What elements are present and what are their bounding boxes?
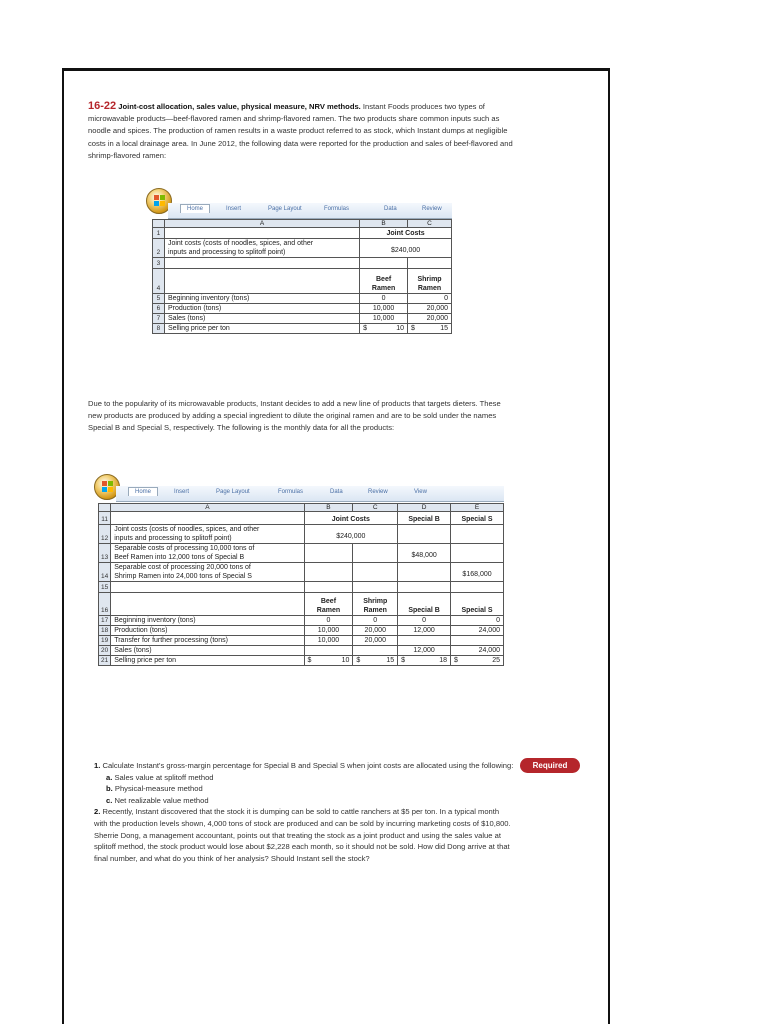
table-row	[99, 656, 504, 666]
cell[interactable]	[353, 593, 398, 616]
table-row	[99, 582, 504, 593]
cell[interactable]	[360, 324, 408, 334]
table-row	[99, 616, 504, 626]
row-number: 17	[99, 616, 111, 626]
col-header-b[interactable]: B	[360, 220, 408, 228]
cell[interactable]	[398, 636, 451, 646]
column-header-row	[99, 504, 504, 512]
col-header-c[interactable]: C	[408, 220, 452, 228]
cell[interactable]	[398, 656, 451, 666]
cell[interactable]: Special B	[398, 593, 451, 616]
question-1a	[94, 772, 514, 784]
row-number: 16	[99, 593, 111, 616]
cell[interactable]	[111, 582, 304, 593]
col-header-e[interactable]: E	[451, 504, 504, 512]
ribbon-2	[116, 486, 504, 502]
cell-value: 25	[492, 657, 500, 664]
table-row	[99, 626, 504, 636]
cell[interactable]: 20,000	[353, 626, 398, 636]
cell[interactable]: Beginning inventory (tons)	[111, 616, 304, 626]
cell-joint-costs-header[interactable]: Joint Costs	[360, 228, 452, 239]
cell[interactable]	[304, 563, 353, 582]
cell[interactable]: 0	[408, 294, 452, 304]
cell-text: Ramen	[371, 285, 396, 292]
question-1b	[94, 783, 514, 795]
cell[interactable]	[111, 563, 304, 582]
problem-intro	[88, 100, 514, 162]
row-number: 13	[99, 544, 111, 563]
cell[interactable]: 0	[398, 616, 451, 626]
cell[interactable]: 10,000	[360, 314, 408, 324]
cell[interactable]: $240,000	[360, 239, 452, 258]
cell-text: inputs and processing to splitoff point)	[167, 249, 286, 256]
row-number: 5	[153, 294, 165, 304]
row-number: 7	[153, 314, 165, 324]
cell[interactable]: $240,000	[304, 525, 398, 544]
spreadsheet-2	[98, 503, 504, 666]
cell[interactable]: Transfer for further processing (tons)	[111, 636, 304, 646]
table-row	[153, 314, 452, 324]
cell[interactable]: Production (tons)	[164, 304, 359, 314]
cell-value: 15	[386, 657, 395, 664]
tab-page-layout[interactable]: Page Layout	[216, 489, 250, 495]
cell-text: Shrimp	[363, 598, 388, 605]
problem-heading: Joint-cost allocation, sales value, physical measure, NRV methods.	[118, 102, 361, 111]
cell-value: 15	[440, 325, 448, 332]
cell[interactable]	[164, 228, 359, 239]
cell-text: Separable costs of processing 10,000 tons of	[114, 545, 255, 552]
row-number: 3	[153, 258, 165, 269]
cell[interactable]: Selling price per ton	[164, 324, 359, 334]
row-number: 2	[153, 239, 165, 258]
cell[interactable]: 0	[353, 616, 398, 626]
cell[interactable]	[353, 544, 398, 563]
question-number: 2.	[94, 807, 101, 817]
cell[interactable]	[111, 525, 304, 544]
cell-text: Joint costs (costs of noodles, spices, and other	[167, 240, 314, 247]
item-letter: b.	[106, 784, 113, 794]
middle-paragraph: Due to the popularity of its microwavable products, Instant decides to add a new line of products that targets dieters. These new products are produced by adding a special ingredient to dilute the original ramen and are to be sold under the names Special B and Special S, respectively. The following is the monthly data for all the products:	[88, 399, 501, 433]
tab-data[interactable]: Data	[330, 489, 343, 495]
cell[interactable]	[304, 646, 353, 656]
cell[interactable]: Sales (tons)	[111, 646, 304, 656]
cell[interactable]	[111, 593, 304, 616]
cell-text: Ramen	[363, 607, 387, 614]
cell-value: 18	[439, 657, 448, 664]
cell[interactable]: 20,000	[408, 314, 452, 324]
cell[interactable]	[353, 582, 398, 593]
cell-value: 10	[341, 657, 350, 664]
cell[interactable]	[111, 544, 304, 563]
row-number: 8	[153, 324, 165, 334]
cell[interactable]	[451, 636, 504, 646]
office-logo-icon	[154, 195, 166, 207]
row-number: 1	[153, 228, 165, 239]
currency-symbol: $	[356, 657, 361, 664]
cell[interactable]	[451, 582, 504, 593]
cell-value: 10	[396, 325, 405, 332]
row-number: 6	[153, 304, 165, 314]
cell[interactable]: 12,000	[398, 646, 451, 656]
currency-symbol: $	[401, 657, 406, 664]
cell[interactable]: 0	[304, 616, 353, 626]
cell[interactable]	[398, 525, 451, 544]
tab-view[interactable]: View	[414, 489, 427, 495]
cell[interactable]: Production (tons)	[111, 626, 304, 636]
cell-joint-costs-header[interactable]: Joint Costs	[304, 512, 398, 525]
table-row	[99, 636, 504, 646]
table-row	[153, 239, 452, 258]
cell-text: Beef	[320, 598, 337, 605]
table-row	[153, 294, 452, 304]
tab-page-layout[interactable]: Page Layout	[268, 206, 302, 212]
cell[interactable]	[164, 269, 359, 294]
cell[interactable]	[353, 563, 398, 582]
cell[interactable]: 10,000	[304, 636, 353, 646]
cell-text: Beef Ramen into 12,000 tons of Special B	[114, 554, 245, 561]
cell-text: Ramen	[417, 285, 442, 292]
col-header-a[interactable]: A	[164, 220, 359, 228]
cell[interactable]: 0	[360, 294, 408, 304]
cell[interactable]: 24,000	[451, 646, 504, 656]
row-number: 15	[99, 582, 111, 593]
currency-symbol: $	[363, 325, 368, 332]
table-row	[99, 593, 504, 616]
cell[interactable]	[360, 269, 408, 294]
table-row	[153, 258, 452, 269]
item-letter: c.	[106, 795, 113, 805]
table-row	[99, 512, 504, 525]
item-text: Net realizable value method	[114, 795, 209, 805]
cell[interactable]	[304, 544, 353, 563]
question-1	[94, 760, 514, 772]
tab-review[interactable]: Review	[368, 489, 388, 495]
cell-special-b-header[interactable]: Special B	[398, 512, 451, 525]
table-row	[153, 269, 452, 294]
tab-formulas[interactable]: Formulas	[278, 489, 304, 495]
questions	[94, 760, 514, 864]
spreadsheet-1	[152, 219, 452, 334]
col-header-a[interactable]: A	[111, 504, 304, 512]
cell-text: inputs and processing to splitoff point)	[114, 535, 232, 542]
cell[interactable]	[408, 324, 452, 334]
cell-text: Joint costs (costs of noodles, spices, and other	[114, 526, 260, 533]
cell[interactable]: $48,000	[398, 544, 451, 563]
item-letter: a.	[106, 772, 113, 782]
cell[interactable]	[304, 656, 353, 666]
row-number: 21	[99, 656, 111, 666]
cell[interactable]	[304, 582, 353, 593]
cell[interactable]: 20,000	[353, 636, 398, 646]
cell[interactable]: 0	[451, 616, 504, 626]
cell[interactable]	[451, 525, 504, 544]
cell[interactable]	[398, 582, 451, 593]
cell[interactable]	[164, 258, 359, 269]
cell[interactable]	[408, 269, 452, 294]
cell-special-s-header[interactable]: Special S	[451, 512, 504, 525]
row-number: 20	[99, 646, 111, 656]
problem-number: 16-22	[88, 100, 117, 112]
table-row	[99, 646, 504, 656]
required-badge: Required	[520, 758, 580, 773]
cell[interactable]	[451, 656, 504, 666]
office-logo-icon	[102, 481, 114, 493]
item-text: Sales value at splitoff method	[114, 772, 214, 782]
item-text: Physical-measure method	[114, 784, 203, 794]
problem-intro-text: Instant Foods produces two types of microwavable products—beef-flavored ramen and shrimp-flavored ramen. The two products share common inputs such as noodle and spices. The production of ramen results in a waste product referred to as stock, which Instant dumps at negligible costs in a local drainage area. In June 2012, the following data were reported for the production and sales of beef-flavored and shrimp-flavored ramen:	[88, 102, 513, 160]
table-row	[99, 563, 504, 582]
tab-insert[interactable]: Insert	[174, 489, 190, 495]
currency-symbol: $	[411, 325, 415, 332]
table-row	[153, 324, 452, 334]
row-number: 19	[99, 636, 111, 646]
cell[interactable]: Beginning inventory (tons)	[164, 294, 359, 304]
table-row	[153, 304, 452, 314]
currency-symbol: $	[454, 657, 458, 664]
cell-text: Beef	[376, 276, 392, 283]
row-number: 11	[99, 512, 111, 525]
cell-text: Shrimp Ramen into 24,000 tons of Special S	[114, 573, 252, 580]
row-number: 4	[153, 269, 165, 294]
cell[interactable]: 10,000	[304, 626, 353, 636]
row-number: 14	[99, 563, 111, 582]
column-header-row	[153, 220, 452, 228]
cell[interactable]: 10,000	[360, 304, 408, 314]
cell[interactable]: 12,000	[398, 626, 451, 636]
tab-insert[interactable]: Insert	[226, 206, 242, 212]
cell[interactable]	[360, 258, 408, 269]
cell-text: Separable cost of processing 20,000 tons of	[114, 564, 251, 571]
col-header-d[interactable]: D	[398, 504, 451, 512]
cell-text: Shrimp	[417, 276, 442, 283]
question-2	[94, 806, 514, 864]
cell[interactable]: 24,000	[451, 626, 504, 636]
cell[interactable]	[353, 656, 398, 666]
cell[interactable]: Special S	[451, 593, 504, 616]
cell[interactable]	[398, 563, 451, 582]
cell[interactable]: $168,000	[451, 563, 504, 582]
ribbon-1	[168, 203, 452, 219]
tab-data[interactable]: Data	[384, 206, 397, 212]
cell[interactable]	[304, 593, 353, 616]
cell[interactable]: Selling price per ton	[111, 656, 304, 666]
tab-review[interactable]: Review	[422, 206, 442, 212]
question-text: Recently, Instant discovered that the stock it is dumping can be sold to cattle ranchers at $5 per ton. In a typical month with the production levels shown, 4,000 tons of stock are produced and can be sold by incurring marketing costs of $10,800. Sherrie Dong, a management accountant, points out that treating the stock as a joint product and using the sales value at splitoff method, the stock product would lose about $2,228 each month, so it should not be sold. How did Dong arrive at that final number, and what do you think of her analysis? Should Instant sell the stock?	[94, 807, 511, 863]
col-header-c[interactable]: C	[353, 504, 398, 512]
question-1c	[94, 795, 514, 807]
row-number: 18	[99, 626, 111, 636]
cell[interactable]	[111, 512, 304, 525]
col-header-b[interactable]: B	[304, 504, 353, 512]
table-row	[153, 228, 452, 239]
cell-text: Ramen	[316, 607, 341, 614]
cell[interactable]	[353, 646, 398, 656]
cell[interactable]: Sales (tons)	[164, 314, 359, 324]
table-row	[99, 525, 504, 544]
tab-home[interactable]: Home	[128, 487, 158, 496]
cell[interactable]	[164, 239, 359, 258]
currency-symbol: $	[307, 657, 312, 664]
tab-formulas[interactable]: Formulas	[324, 206, 350, 212]
question-text: Calculate Instant's gross-margin percentage for Special B and Special S when joint costs are allocated using the following:	[102, 761, 514, 770]
tab-home[interactable]: Home	[180, 204, 210, 213]
cell[interactable]: 20,000	[408, 304, 452, 314]
question-number: 1.	[94, 761, 101, 770]
cell[interactable]	[408, 258, 452, 269]
row-number: 12	[99, 525, 111, 544]
cell[interactable]	[451, 544, 504, 563]
table-row	[99, 544, 504, 563]
